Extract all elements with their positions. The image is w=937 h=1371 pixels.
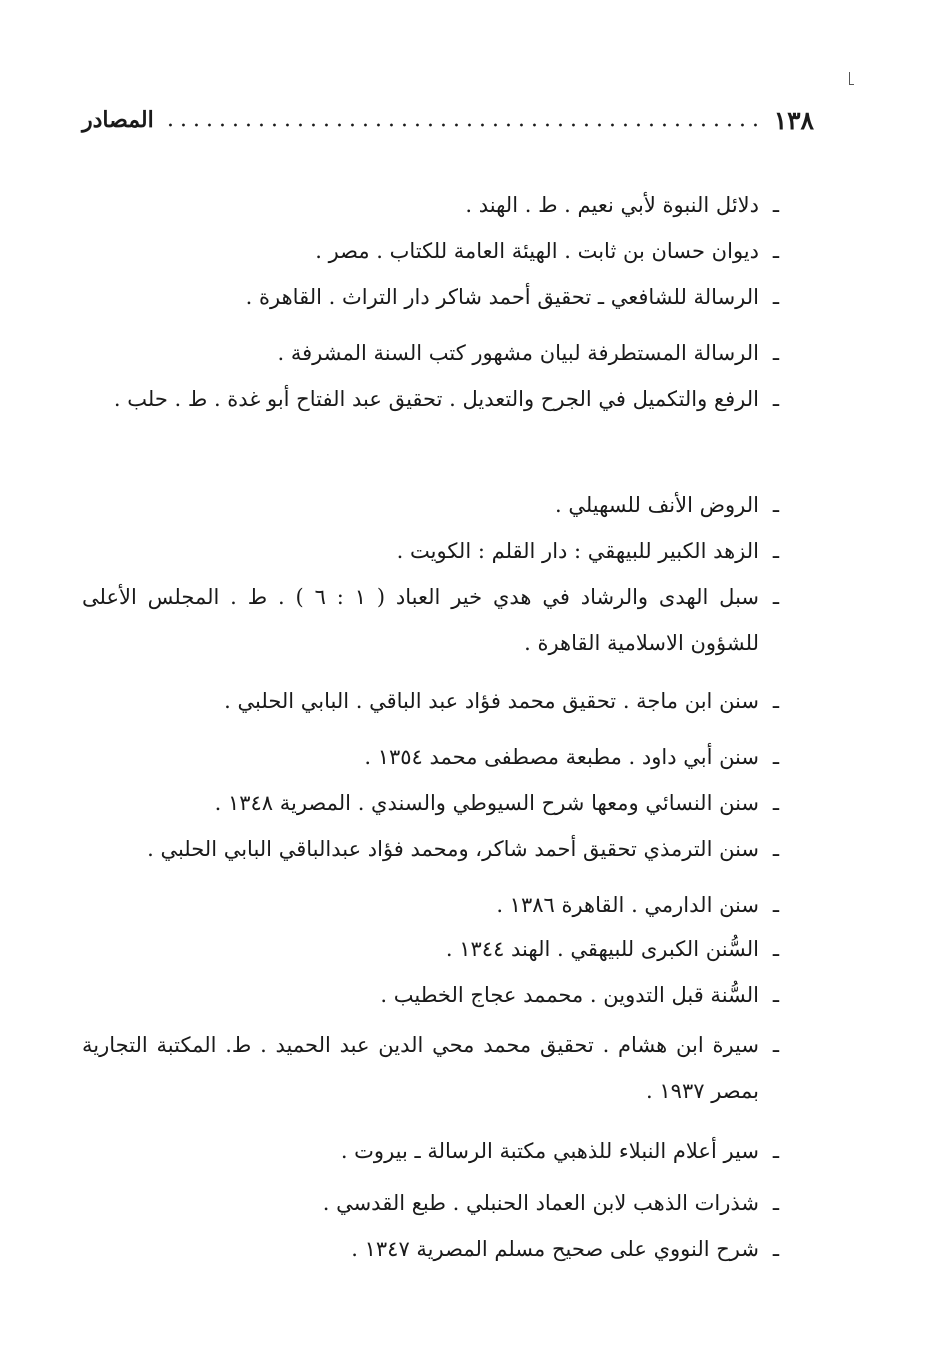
page-number: ١٣٨	[773, 105, 814, 135]
entry-dash: ـ	[772, 341, 780, 365]
entry-text: سنن الدارمي . القاهرة ١٣٨٦ .	[496, 893, 759, 917]
corner-crop-mark	[849, 72, 854, 85]
bibliography-entry	[82, 330, 787, 376]
entry-text: دلائل النبوة لأبي نعيم . ط . الهند .	[465, 193, 759, 217]
bibliography-entry	[82, 574, 787, 666]
entry-text: شرح النووي على صحيح مسلم المصرية ١٣٤٧ .	[351, 1237, 759, 1261]
entry-dash: ـ	[772, 745, 780, 769]
bibliography-entry	[82, 678, 787, 724]
entry-dash: ـ	[772, 791, 780, 815]
entry-text: ديوان حسان بن ثابت . الهيئة العامة للكتاب . مصر .	[315, 239, 759, 263]
entry-dash: ـ	[772, 539, 780, 563]
bibliography-entry	[82, 376, 787, 422]
entry-dash: ـ	[772, 937, 780, 961]
entry-text: سنن الترمذي تحقيق أحمد شاكر، ومحمد فؤاد عبدالباقي البابي الحلبي .	[147, 837, 759, 861]
entry-text: شذرات الذهب لابن العماد الحنبلي . طبع القدسي .	[322, 1191, 759, 1215]
entry-dash: ـ	[772, 837, 780, 861]
entry-text: سيرة ابن هشام . تحقيق محمد محي الدين عبد الحميد . ط. المكتبة التجارية بمصر ١٩٣٧ .	[82, 1033, 759, 1103]
entry-text: سير أعلام النبلاء للذهبي مكتبة الرسالة ـ بيروت .	[340, 1139, 759, 1163]
bibliography-entry	[82, 1128, 787, 1174]
entry-text: سنن ابن ماجة . تحقيق محمد فؤاد عبد الباقي . البابي الحلبي .	[224, 689, 759, 713]
bibliography-entry	[82, 826, 787, 872]
bibliography-entry	[82, 780, 787, 826]
entry-text: السُّنن الكبرى للبيهقي . الهند ١٣٤٤ .	[445, 937, 759, 961]
entry-dash: ـ	[772, 285, 780, 309]
entry-dash: ـ	[772, 493, 780, 517]
entry-text: سنن النسائي ومعها شرح السيوطي والسندي . المصرية ١٣٤٨ .	[214, 791, 759, 815]
entry-dash: ـ	[772, 1191, 780, 1215]
entry-text: سبل الهدى والرشاد في هدي خير العباد ( ١ : ٦ ) . ط . المجلس الأعلى للشؤون الاسلامية القاهرة .	[82, 585, 760, 655]
entry-dash: ـ	[772, 585, 780, 609]
entry-text: الزهد الكبير للبيهقي : دار القلم : الكويت .	[396, 539, 759, 563]
entry-dash: ـ	[772, 1033, 780, 1057]
bibliography-entry	[82, 926, 787, 972]
entry-text: السُّنة قبل التدوين . محممد عجاج الخطيب .	[380, 983, 759, 1007]
bibliography-entry	[82, 882, 787, 928]
entry-text: الرفع والتكميل في الجرح والتعديل . تحقيق عبد الفتاح أبو غدة . ط . حلب .	[113, 387, 759, 411]
entry-text: الروض الأنف للسهيلي .	[554, 493, 759, 517]
page-header	[82, 100, 814, 140]
entry-dash: ـ	[772, 193, 780, 217]
header-dot-leader	[160, 123, 762, 127]
entry-dash: ـ	[772, 1237, 780, 1261]
entry-dash: ـ	[772, 387, 780, 411]
running-title: المصادر	[82, 107, 154, 133]
entry-text: الرسالة للشافعي ـ تحقيق أحمد شاكر دار التراث . القاهرة .	[245, 285, 759, 309]
bibliography-entry	[82, 528, 787, 574]
entry-dash: ـ	[772, 983, 780, 1007]
bibliography-entry	[82, 182, 787, 228]
bibliography-entry	[82, 228, 787, 274]
entry-text: الرسالة المستطرفة لبيان مشهور كتب السنة المشرفة .	[277, 341, 759, 365]
bibliography-entry	[82, 1180, 787, 1226]
entry-text: سنن أبي داود . مطبعة مصطفى محمد ١٣٥٤ .	[364, 745, 759, 769]
entry-dash: ـ	[772, 1139, 780, 1163]
bibliography-entry	[82, 1226, 787, 1272]
bibliography-entry	[82, 734, 787, 780]
bibliography-entry	[82, 972, 787, 1018]
bibliography-entry	[82, 274, 787, 320]
entry-dash: ـ	[772, 689, 780, 713]
bibliography-entry	[82, 1022, 787, 1114]
bibliography-entry	[82, 482, 787, 528]
entry-dash: ـ	[772, 239, 780, 263]
entry-dash: ـ	[772, 893, 780, 917]
